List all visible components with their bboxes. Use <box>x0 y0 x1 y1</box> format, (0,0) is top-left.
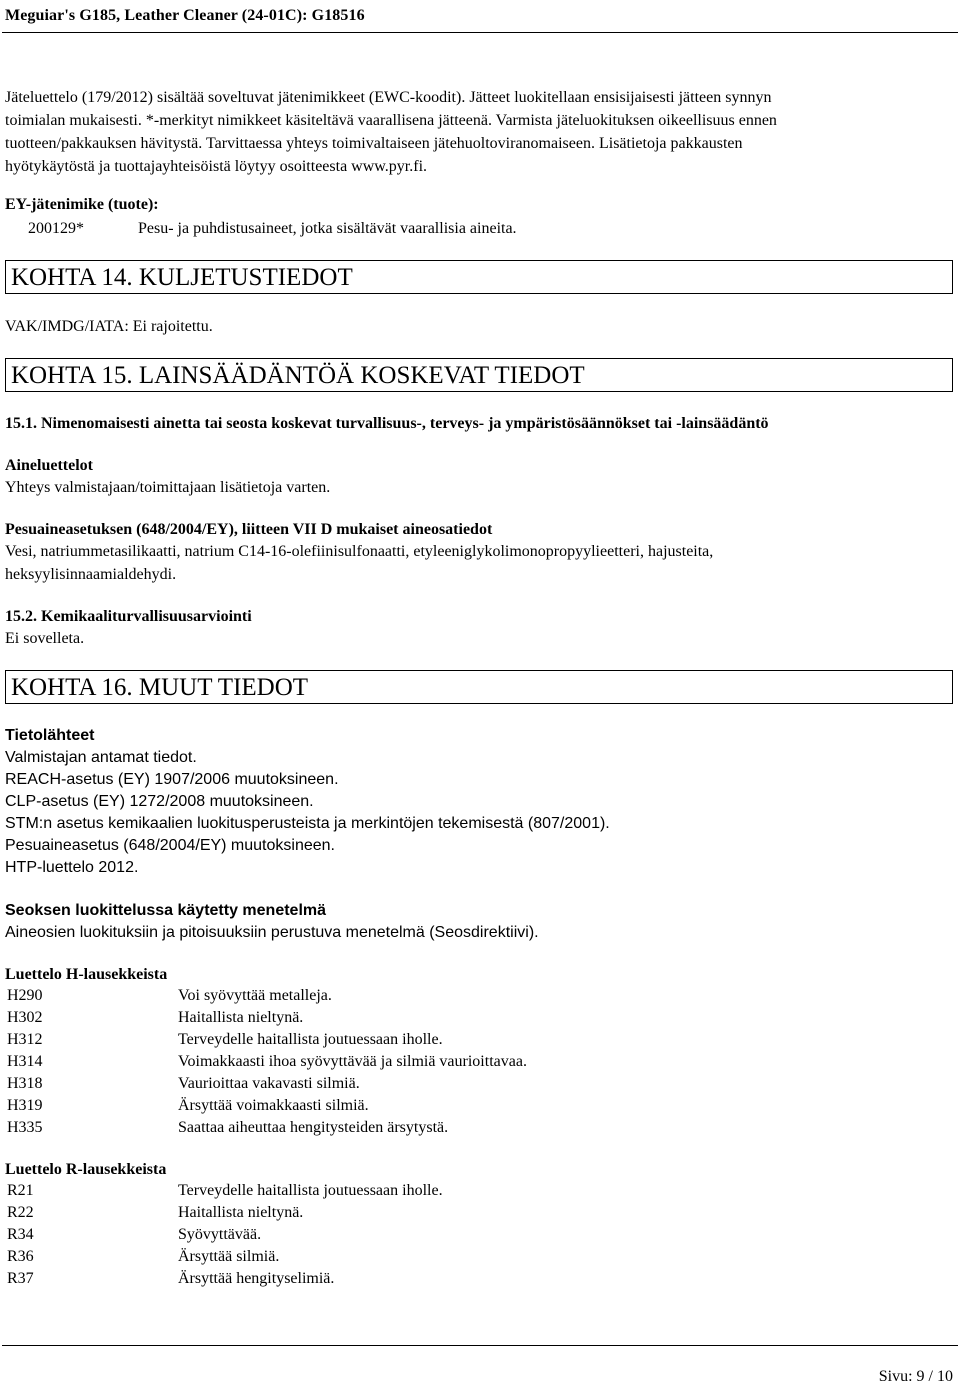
h-statement-row-text: Terveydelle haitallista joutuessaan iholle. <box>178 1031 443 1048</box>
subsection-15-1: 15.1. Nimenomaisesti ainetta tai seosta koskevat turvallisuus-, terveys- ja ympäristösäännökset tai -lainsäädäntö <box>5 415 769 432</box>
subsection-15-2: 15.2. Kemikaaliturvallisuusarviointi <box>5 608 252 625</box>
aineluettelot-label: Aineluettelot <box>5 457 93 474</box>
section-14-heading: KOHTA 14. KULJETUSTIEDOT <box>5 260 953 294</box>
section-15-heading: KOHTA 15. LAINSÄÄDÄNTÖÄ KOSKEVAT TIEDOT <box>5 358 953 392</box>
h-statement-row-code: H319 <box>7 1097 43 1114</box>
source-item: CLP-asetus (EY) 1272/2008 muutoksineen. <box>5 793 314 810</box>
waste-line-3: tuotteen/pakkauksen hävitystä. Tarvittaessa yhteys toimivaltaiseen jätehuoltoviranomaiseen. Lisätietoja pakkausten <box>5 135 743 152</box>
subsection-15-2-text: Ei sovelleta. <box>5 630 85 647</box>
header-divider <box>2 32 958 33</box>
waste-line-1: Jäteluettelo (179/2012) sisältää soveltuvat jätenimikkeet (EWC-koodit). Jätteet luokitellaan ensisijaisesti jätteen synnyn <box>5 89 772 106</box>
detergent-regulation-label: Pesuaineasetuksen (648/2004/EY), liitteen VII D mukaiset aineosatiedot <box>5 521 493 538</box>
transport-text: VAK/IMDG/IATA: Ei rajoitettu. <box>5 318 213 335</box>
footer-divider <box>2 1345 958 1346</box>
ey-waste-label: EY-jätenimike (tuote): <box>5 196 159 213</box>
r-phrase-row-text: Haitallista nieltynä. <box>178 1204 304 1221</box>
detergent-ingredients-line-2: heksyylisinnaamialdehydi. <box>5 566 177 583</box>
aineluettelot-text: Yhteys valmistajaan/toimittajaan lisätietoja varten. <box>5 479 331 496</box>
ey-waste-code: 200129* <box>28 220 84 237</box>
section-16-heading: KOHTA 16. MUUT TIEDOT <box>5 670 953 704</box>
page-number: Sivu: 9 / 10 <box>878 1368 953 1385</box>
sources-label: Tietolähteet <box>5 727 95 744</box>
classification-method-label: Seoksen luokittelussa käytetty menetelmä <box>5 902 327 919</box>
source-item: STM:n asetus kemikaalien luokitusperusteista ja merkintöjen tekemisestä (807/2001). <box>5 815 610 832</box>
h-statement-row-code: H318 <box>7 1075 43 1092</box>
r-phrase-row-code: R34 <box>7 1226 34 1243</box>
r-phrase-row-text: Terveydelle haitallista joutuessaan iholle. <box>178 1182 443 1199</box>
h-statement-row-code: H290 <box>7 987 43 1004</box>
h-statement-row-text: Voimakkaasti ihoa syövyttävää ja silmiä vaurioittavaa. <box>178 1053 527 1070</box>
h-statement-row-text: Vaurioittaa vakavasti silmiä. <box>178 1075 360 1092</box>
source-item: HTP-luettelo 2012. <box>5 859 139 876</box>
h-statement-row-text: Saattaa aiheuttaa hengitysteiden ärsytystä. <box>178 1119 449 1136</box>
source-item: REACH-asetus (EY) 1907/2006 muutoksineen. <box>5 771 339 788</box>
h-statement-row-text: Haitallista nieltynä. <box>178 1009 304 1026</box>
r-phrase-row-code: R36 <box>7 1248 34 1265</box>
source-item: Pesuaineasetus (648/2004/EY) muutoksineen. <box>5 837 335 854</box>
h-statement-row-code: H312 <box>7 1031 43 1048</box>
waste-line-4: hyötykäytöstä ja tuottajayhteisöistä löytyy osoitteesta www.pyr.fi. <box>5 158 428 175</box>
waste-line-2: toimialan mukaisesti. *-merkityt nimikkeet käsiteltävä vaarallisena jätteenä. Varmista jäteluokituksen oikeellisuus ennen <box>5 112 777 129</box>
r-phrase-row-code: R37 <box>7 1270 34 1287</box>
r-phrase-row-text: Ärsyttää hengityselimiä. <box>178 1270 335 1287</box>
h-statements-label: Luettelo H-lausekkeista <box>5 966 168 983</box>
detergent-ingredients-line-1: Vesi, natriummetasilikaatti, natrium C14-16-olefiinisulfonaatti, etyleeniglykolimonopropyylieetteri, hajusteita, <box>5 543 714 560</box>
r-phrases-label: Luettelo R-lausekkeista <box>5 1161 167 1178</box>
h-statement-row-text: Ärsyttää voimakkaasti silmiä. <box>178 1097 369 1114</box>
r-phrase-row-code: R21 <box>7 1182 34 1199</box>
h-statement-row-code: H314 <box>7 1053 43 1070</box>
h-statement-row-text: Voi syövyttää metalleja. <box>178 987 332 1004</box>
source-item: Valmistajan antamat tiedot. <box>5 749 197 766</box>
r-phrase-row-text: Syövyttävää. <box>178 1226 262 1243</box>
classification-method-text: Aineosien luokituksiin ja pitoisuuksiin perustuva menetelmä (Seosdirektiivi). <box>5 924 539 941</box>
document-title: Meguiar's G185, Leather Cleaner (24-01C): G18516 <box>5 7 365 24</box>
h-statement-row-code: H302 <box>7 1009 43 1026</box>
ey-waste-description: Pesu- ja puhdistusaineet, jotka sisältävät vaarallisia aineita. <box>138 220 517 237</box>
r-phrase-row-code: R22 <box>7 1204 34 1221</box>
h-statement-row-code: H335 <box>7 1119 43 1136</box>
r-phrase-row-text: Ärsyttää silmiä. <box>178 1248 280 1265</box>
